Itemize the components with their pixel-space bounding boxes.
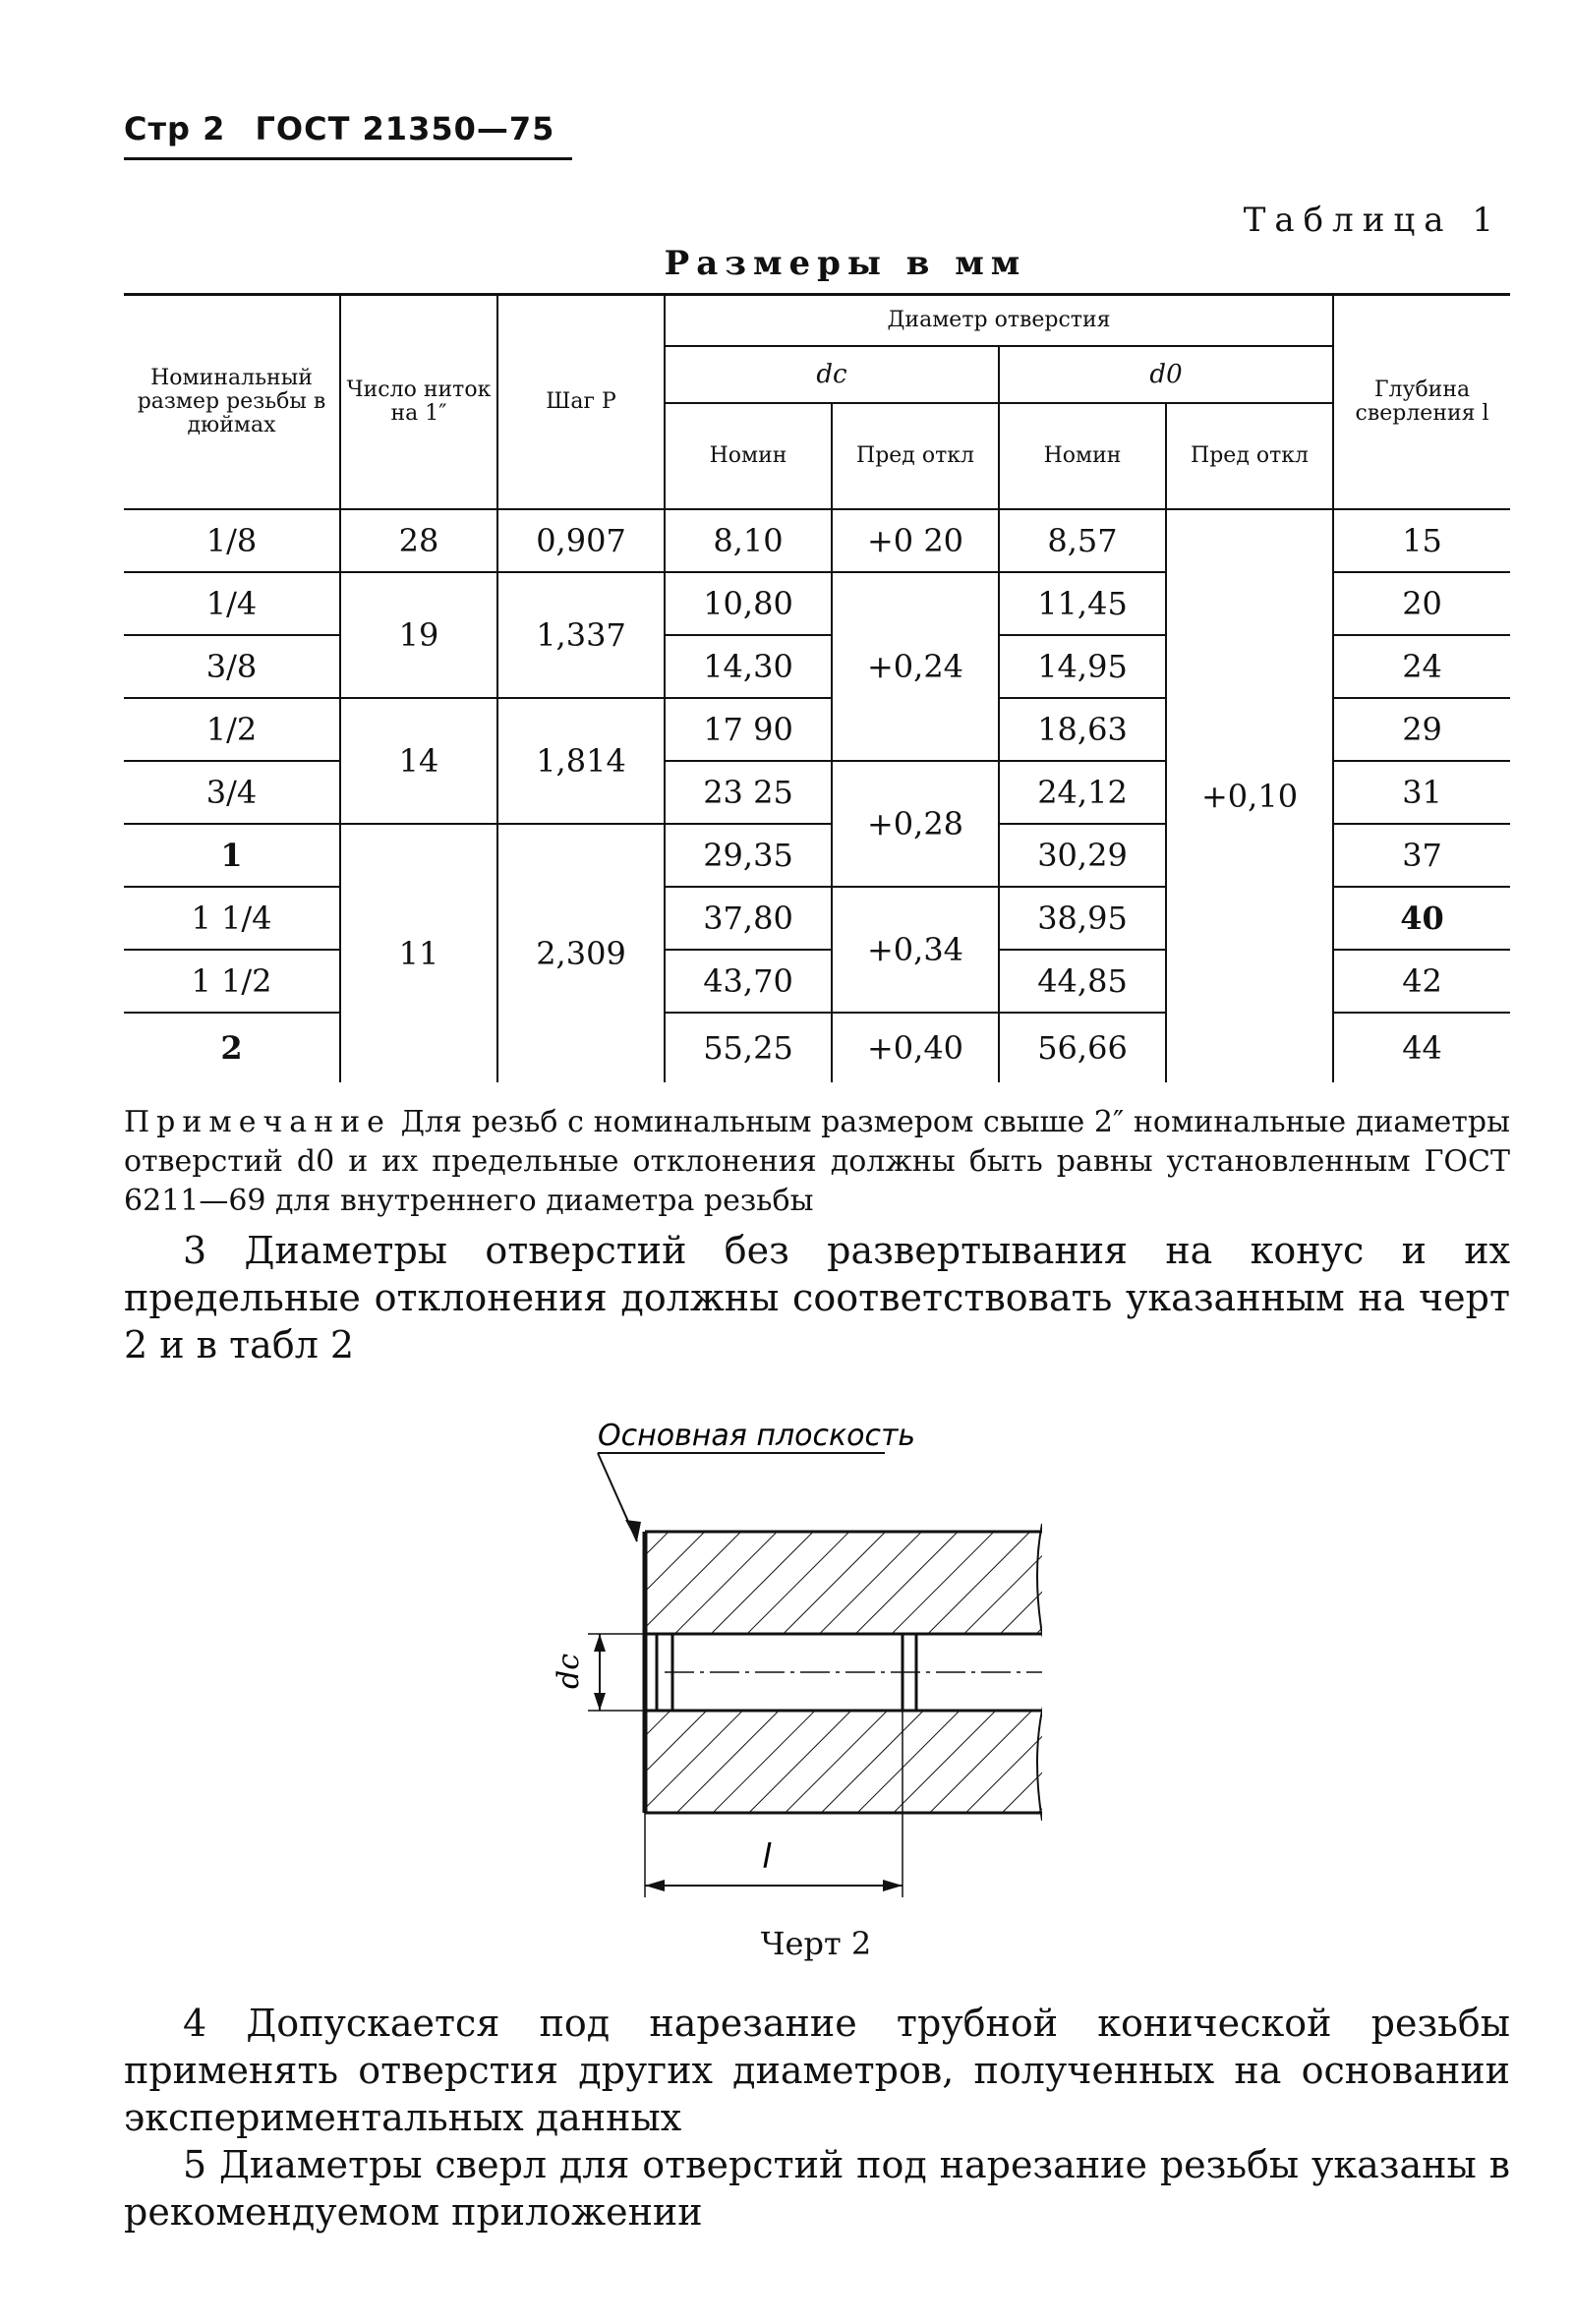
plane-arrowhead [625, 1520, 641, 1541]
dc-arrow-bottom [594, 1693, 606, 1711]
cell-size: 1 1/2 [124, 950, 340, 1013]
cell-d0-dev: +0,10 [1166, 509, 1333, 1082]
cell-pitch: 2,309 [497, 824, 665, 1082]
cell-depth: 20 [1333, 572, 1510, 635]
table-label: Таблица 1 [1243, 201, 1502, 240]
cell-dc-nom: 10,80 [665, 572, 832, 635]
cell-dc-dev: +0 20 [832, 509, 999, 572]
col-d0: d0 [999, 346, 1333, 403]
cell-depth: 15 [1333, 509, 1510, 572]
cell-dc-nom: 37,80 [665, 887, 832, 950]
cell-size: 1/2 [124, 698, 340, 761]
cell-pitch: 1,814 [497, 698, 665, 824]
col-nominal: Номинальный размер резьбы в дюймах [124, 295, 340, 510]
col-dc-dev: Пред откл [832, 403, 999, 509]
cell-dc-nom: 17 90 [665, 698, 832, 761]
cell-d0-nom: 24,12 [999, 761, 1166, 824]
cell-size: 2 [220, 1029, 243, 1067]
cell-size: 1 1/4 [124, 887, 340, 950]
drawing-caption: Черт 2 [760, 1925, 872, 1962]
cell-depth: 44 [1333, 1013, 1510, 1082]
l-arrow-left [645, 1880, 665, 1891]
label-l: l [762, 1837, 772, 1877]
table-units: Размеры в мм [664, 244, 1027, 283]
cell-dc-nom: 14,30 [665, 635, 832, 698]
cell-size: 3/4 [124, 761, 340, 824]
cell-threads: 14 [340, 698, 497, 824]
cell-dc-nom: 8,10 [665, 509, 832, 572]
cell-d0-nom: 14,95 [999, 635, 1166, 698]
cell-dc-nom: 43,70 [665, 950, 832, 1013]
col-pitch: Шаг P [497, 295, 665, 510]
note-text: Для резьб с номинальным размером свыше 2″ номинальные диаметры отверстий d0 и их предельные отклонения должны быть равны установленным ГОСТ 6211—69 для внутреннего диаметра резьбы [124, 1105, 1510, 1218]
label-dc: dc [552, 1653, 586, 1690]
col-d0-dev: Пред откл [1166, 403, 1333, 509]
paragraph-4: 4 Допускается под нарезание трубной конической резьбы применять отверстия других диаметров, полученных на основании экспериментальных данных [124, 2002, 1510, 2139]
cell-depth: 42 [1333, 950, 1510, 1013]
table-note [124, 1103, 1510, 1221]
cell-threads: 28 [340, 509, 497, 572]
cell-threads: 11 [340, 824, 497, 1082]
cell-dc-nom: 23 25 [665, 761, 832, 824]
dimensions-table [124, 293, 1510, 1082]
page-number: Стр 2 [124, 110, 226, 147]
cell-depth: 31 [1333, 761, 1510, 824]
cell-d0-nom: 30,29 [999, 824, 1166, 887]
l-arrow-right [883, 1880, 903, 1891]
dc-arrow-top [594, 1634, 606, 1652]
col-d0-nom: Номин [999, 403, 1166, 509]
cell-pitch: 0,907 [497, 509, 665, 572]
cell-pitch: 1,337 [497, 572, 665, 698]
cell-size: 3/8 [124, 635, 340, 698]
drawing-2 [531, 1416, 1042, 1907]
cell-depth: 24 [1333, 635, 1510, 698]
col-dc: dc [665, 346, 999, 403]
cell-dc-dev: +0,40 [832, 1013, 999, 1082]
col-hole-diameter: Диаметр отверстия [665, 295, 1333, 347]
cell-threads: 19 [340, 572, 497, 698]
cell-dc-dev: +0,28 [832, 761, 999, 887]
cell-dc-nom: 29,35 [665, 824, 832, 887]
paragraph-3: 3 Диаметры отверстий без развертывания на конус и их предельные отклонения должны соответствовать указанным на черт 2 и в табл 2 [124, 1229, 1510, 1366]
cell-dc-dev: +0,24 [832, 572, 999, 761]
cell-d0-nom: 44,85 [999, 950, 1166, 1013]
note-label: Примечание [124, 1105, 391, 1139]
col-threads: Число ниток на 1″ [340, 295, 497, 510]
cell-depth: 29 [1333, 698, 1510, 761]
cell-size: 1 [124, 824, 340, 887]
cell-d0-nom: 38,95 [999, 887, 1166, 950]
cell-depth: 37 [1333, 824, 1510, 887]
label-base-plane: Основная плоскость [598, 1419, 916, 1453]
page-header [124, 110, 572, 160]
standard-number: ГОСТ 21350—75 [255, 110, 555, 147]
cell-d0-nom: 11,45 [999, 572, 1166, 635]
cell-size: 1/4 [124, 572, 340, 635]
cell-dc-nom: 55,25 [665, 1013, 832, 1082]
cell-size: 1/8 [124, 509, 340, 572]
paragraph-5: 5 Диаметры сверл для отверстий под нарезание резьбы указаны в рекомендуемом приложении [124, 2143, 1510, 2234]
col-dc-nom: Номин [665, 403, 832, 509]
cell-d0-nom: 8,57 [999, 509, 1166, 572]
cell-d0-nom: 18,63 [999, 698, 1166, 761]
cell-dc-dev: +0,34 [832, 887, 999, 1013]
cell-depth: 40 [1333, 887, 1510, 950]
col-depth: Глубина сверления l [1333, 295, 1510, 510]
lower-section [645, 1711, 1042, 1813]
upper-section [645, 1532, 1042, 1634]
table-row [124, 509, 1510, 572]
cell-d0-nom: 56,66 [999, 1013, 1166, 1082]
